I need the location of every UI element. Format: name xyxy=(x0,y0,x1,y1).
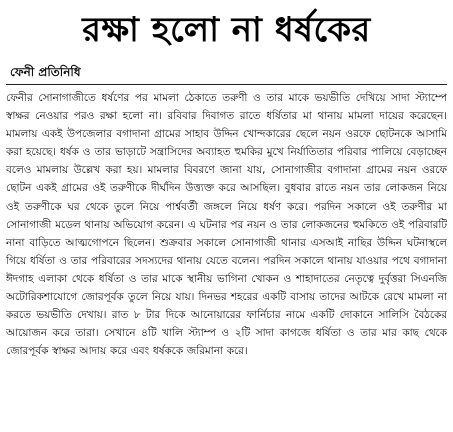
article-body: ফেনীর সোনাগাজীতে ধর্ষণের পর মামলা ঠেকাতে তরুণী ও তার মাকে ভয়ভীতি দেখিয়ে সাদা স্ট্যাম্পে স্বাক্ষর নেওয়ার পরও রক্ষা হলো না। রবিবার দিবাগত রাতে ধর্ষিতার মা থানায় মামলা দায়ের করেছেন। মামলায় একই উপজেলার বগাদানা গ্রামের সাহাব উদ্দিন খোন্দকারের ছেলে নয়ন ওরফে ছোটনকে আসামি করা হয়েছে। ধর্ষক ও তার ভাড়াটে সন্ত্রাসিদের অব্যাহত হুমকির মুখে নির্যাতিতার পরিবার পালিয়ে বেড়াচ্ছেন বলেও মামলায় উল্লেখ করা হয়। মামলার বিবরণে জানা যায়, সোনাগাজীর বগাদানা গ্রামের নয়ন ওরফে ছোটন একই গ্রামের ওই তরুণীকে দীর্ঘদিন উত্ত্যক্ত করে আসছিল। বুধবার রাতে নয়ন তার লোকজন নিয়ে ওই তরুণীকে ঘর থেকে তুলে নিয়ে পার্শ্ববর্তী জঙ্গলে নিয়ে ধর্ষণ করে। পরদিন সকালে ওই তরুণীর মা সোনাগাজী মডেল থানায় অভিযোগ করেন। এ ঘটনার পর নয়ন ও তার লোকজনের হুমকিতে ওই পরিবারটি নানা বাড়িতে আত্মগোপনে ছিলেন। শুক্রবার সকালে সোনাগাজী থানার এসআই নাছির উদ্দিন ঘটনাস্থলে গিয়ে ধর্ষিতা ও তার পরিবারের সদস্যদের থানায় যেতে বলেন। পরদিন সকালে থানায় যাওয়ার পথে বগাদানা ঈদগাহ এলাকা থেকে ধর্ষিতা ও তার মাকে স্থানীয় ভাগিনা খোকন ও শাহাদাতের নেতৃত্বে দুর্বৃত্তরা সিএনজি অটোরিকশাযোগে জোরপূর্বক তুলে নিয়ে যায়। দিনভর শহরের একটি বাসায় তাদের আটকে রেখে মামলা না করতে ভয়ভীতি দেখায়। রাত ৮ টার দিকে আনোয়ারের ফার্নিচার নামে একটি দোকানে সালিসি বৈঠকের আয়োজন করে তারা। সেখানে ৪টি খালি স্ট্যাম্প ও ২টি সাদা কাগজে ধর্ষিতা ও তার মার কাছ থেকে জোরপূর্বক স্বাক্ষর আদায় করে এবং ধর্ষককে জরিমানা করে। xyxy=(6,92,447,358)
article-headline: রক্ষা হলো না ধর্ষকের xyxy=(82,10,371,50)
article-byline: ফেনী প্রতিনিধি xyxy=(10,65,81,79)
byline-divider xyxy=(6,84,447,85)
